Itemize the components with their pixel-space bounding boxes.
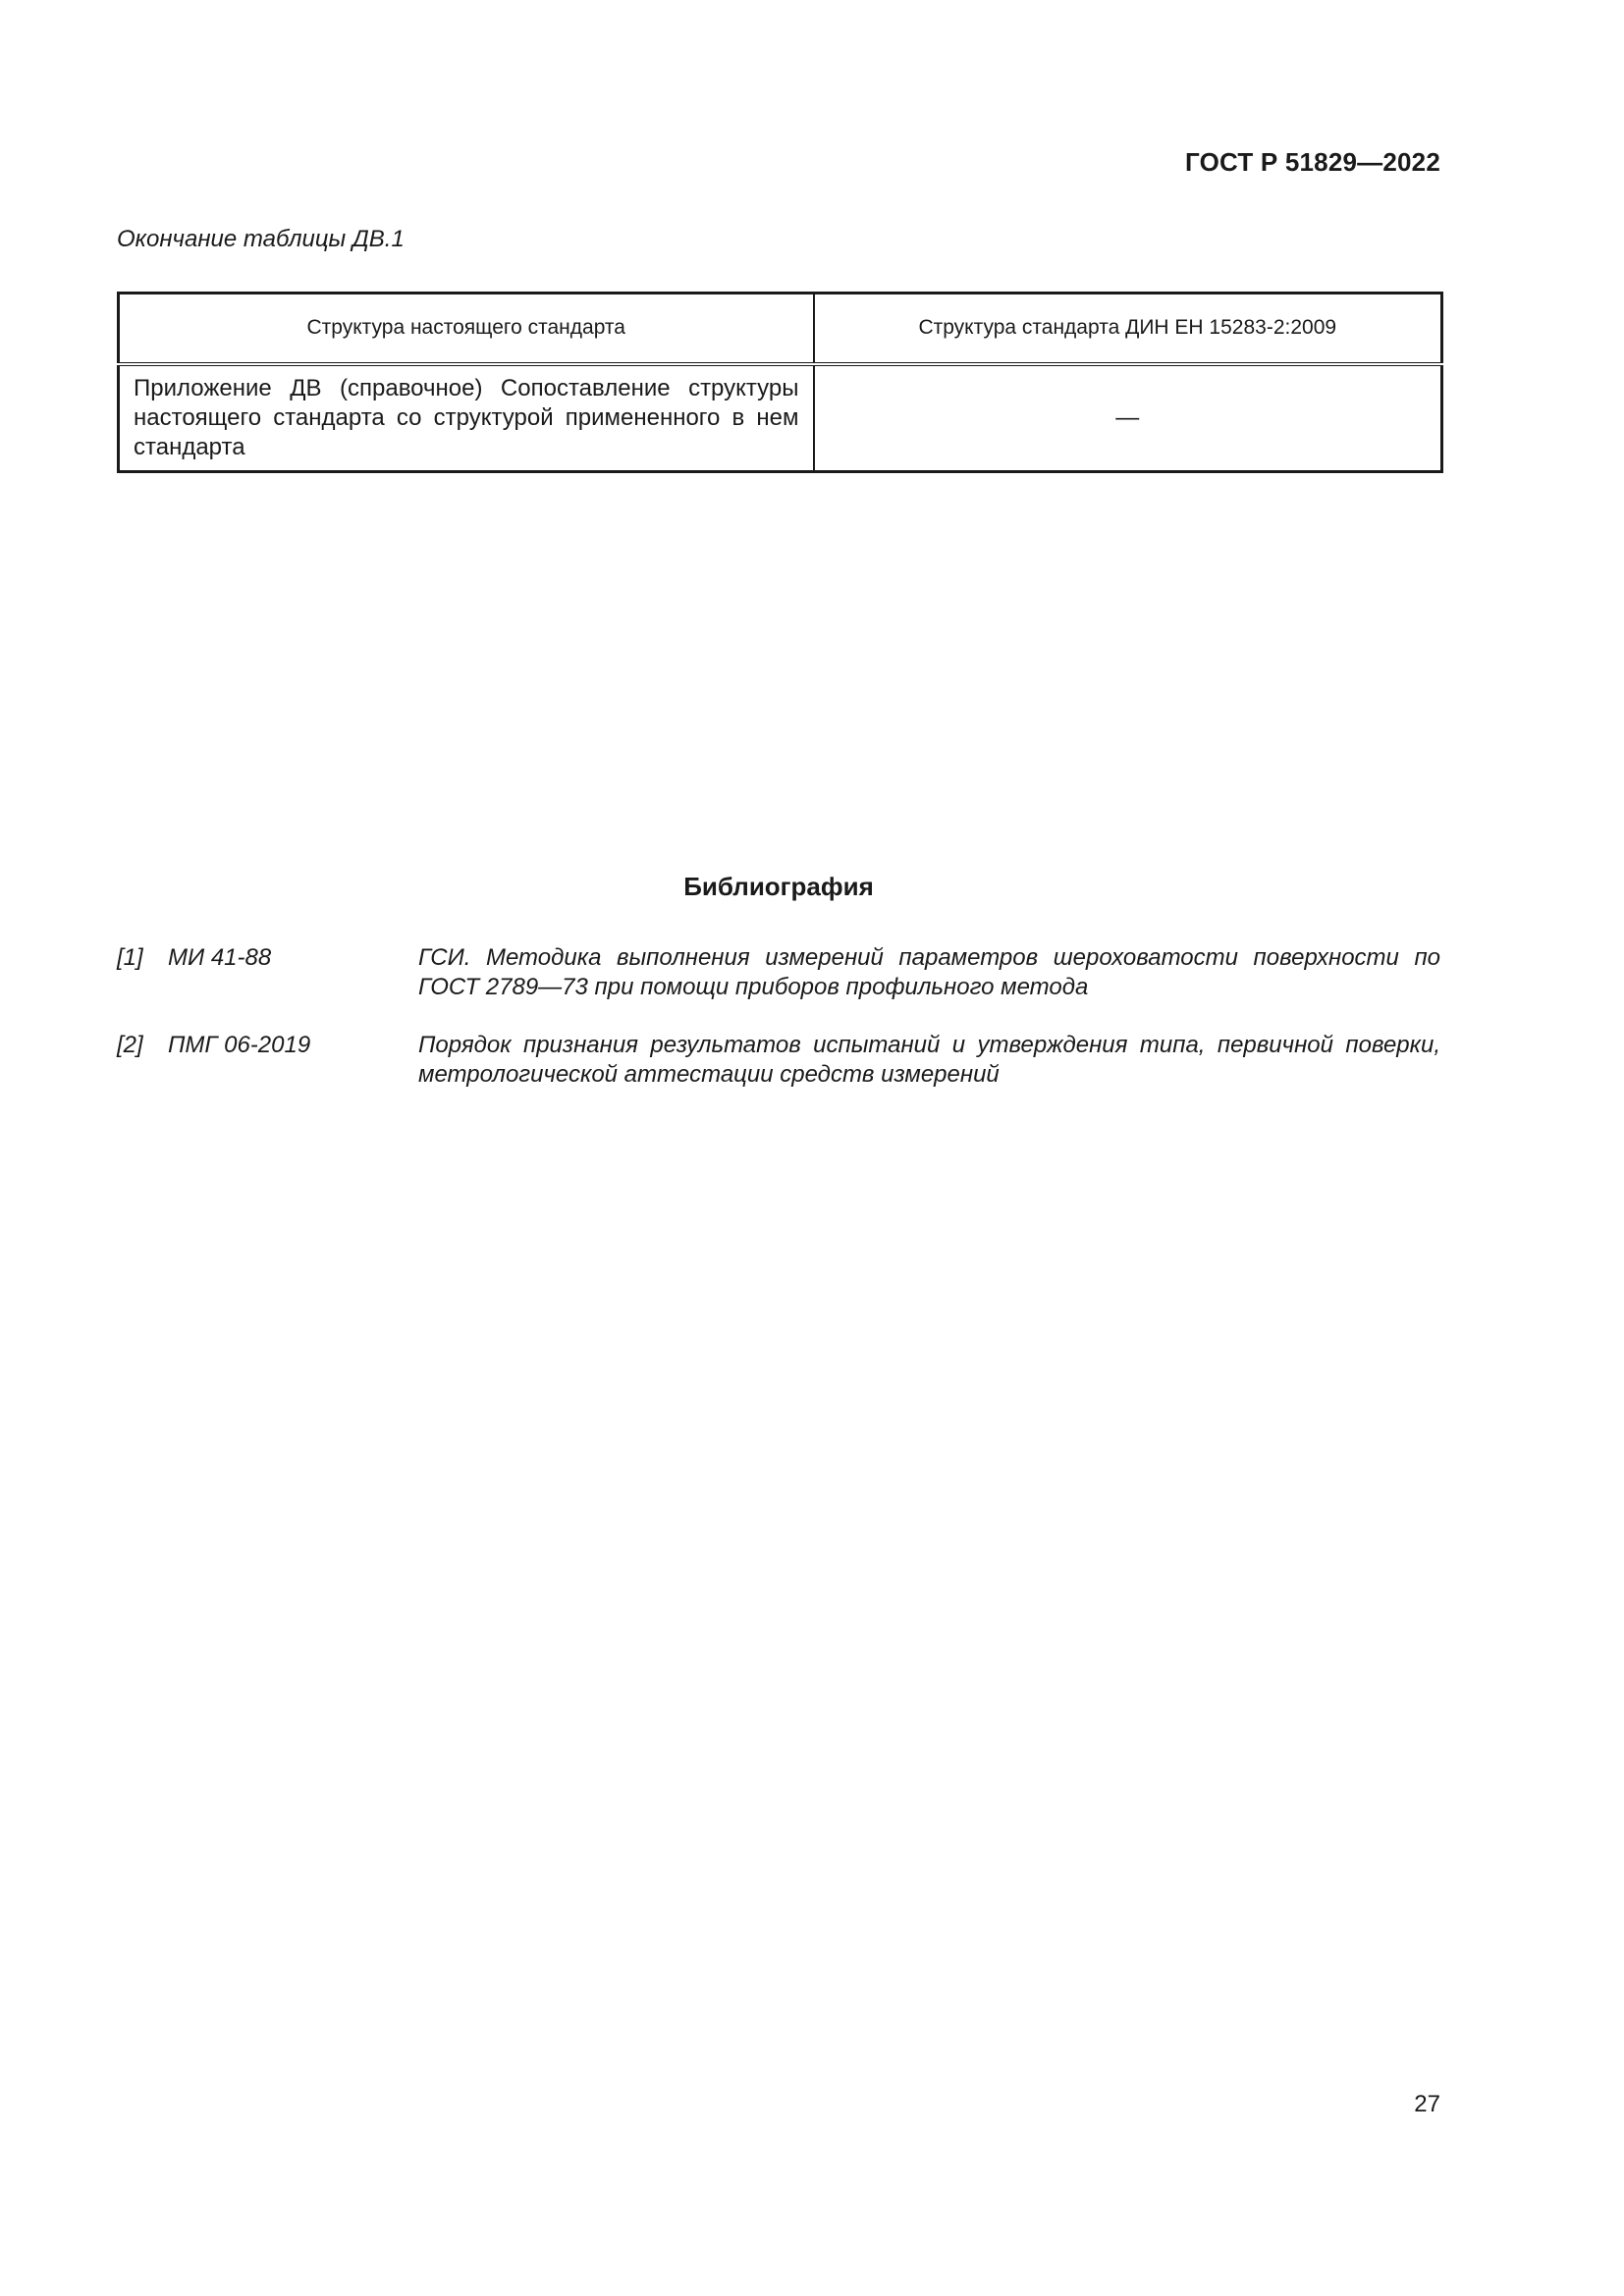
table-row: [119, 364, 1442, 472]
bibliography-entry: [117, 943, 1440, 1002]
table-caption: Окончание таблицы ДВ.1: [117, 226, 405, 252]
bibliography-entry-text: Порядок признания результатов испытаний и утверждения типа, первичной поверки, метрологической аттестации средств измерений: [418, 1032, 1440, 1088]
bibliography-entry-code: МИ 41-88: [168, 944, 272, 971]
bibliography-entry: [117, 1031, 1440, 1090]
bibliography-entry-number: [1]: [117, 944, 143, 971]
comparison-table: [117, 292, 1443, 473]
table-cell-current-structure: Приложение ДВ (справочное) Сопоставление структуры настоящего стандарта со структурой примененного в нем стандарта: [119, 364, 814, 472]
bibliography-entry-text: ГСИ. Методика выполнения измерений параметров шероховатости поверхности по ГОСТ 2789—73 при помощи приборов профильного метода: [418, 944, 1440, 1000]
table-header-row: [119, 294, 1442, 364]
bibliography-title: Библиография: [683, 872, 874, 901]
column-header-current-standard: Структура настоящего стандарта: [119, 294, 814, 364]
table-cell-din-structure: —: [814, 364, 1442, 472]
document-code: ГОСТ Р 51829—2022: [1185, 147, 1440, 177]
bibliography-entry-number: [2]: [117, 1032, 143, 1058]
bibliography-entry-code: ПМГ 06-2019: [168, 1032, 311, 1058]
column-header-din-standard: Структура стандарта ДИН ЕН 15283-2:2009: [814, 294, 1442, 364]
page-number: 27: [1414, 2091, 1440, 2117]
